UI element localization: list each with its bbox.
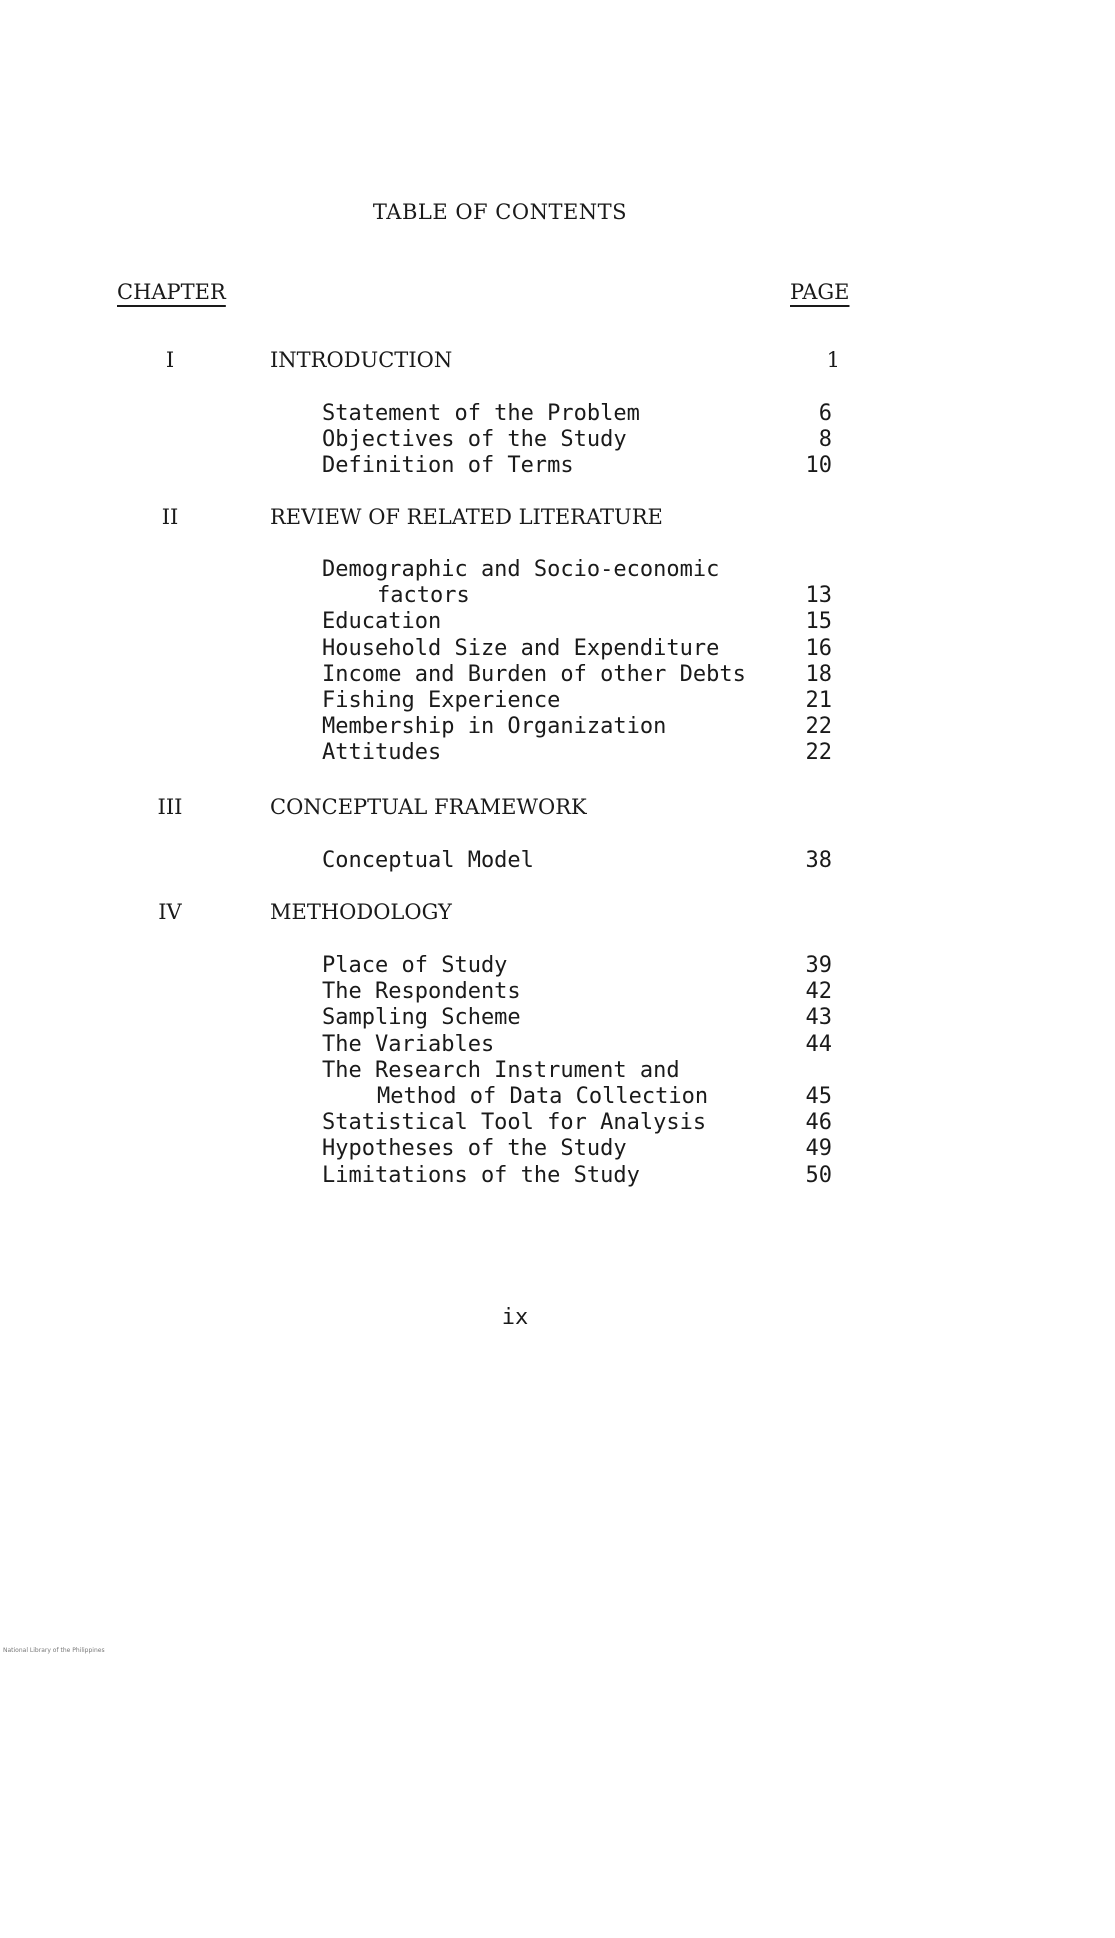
toc-entry-page: 13 [805, 583, 832, 609]
toc-entry-page: 43 [805, 1005, 832, 1031]
toc-entry-label: factors [377, 583, 470, 609]
chapter-row [0, 505, 1115, 535]
toc-entry [0, 426, 1115, 453]
toc-entry-page: 21 [805, 688, 832, 713]
toc-entry-page: 15 [805, 609, 832, 635]
chapter-title: METHODOLOGY [270, 900, 452, 924]
toc-entry [0, 556, 1115, 583]
toc-entry-label: Objectives of the Study [322, 427, 627, 453]
toc-entry [0, 582, 1115, 609]
toc-entry [0, 687, 1115, 714]
toc-entry [0, 847, 1115, 874]
toc-entry-label: Education [322, 609, 442, 635]
toc-entry-label: Attitudes [322, 740, 442, 766]
chapter-number: III [157, 795, 183, 819]
chapter-number: I [165, 348, 175, 372]
toc-entry [0, 978, 1115, 1005]
toc-entry-page: 44 [805, 1031, 832, 1057]
toc-entry-page: 39 [805, 953, 832, 978]
toc-entry-page: 42 [805, 979, 832, 1005]
toc-entry [0, 713, 1115, 740]
chapter-column-header: CHAPTER [117, 280, 226, 304]
toc-entry [0, 661, 1115, 688]
chapter-row [0, 348, 1115, 378]
toc-entry-label: The Research Instrument and [322, 1057, 680, 1083]
chapter-row [0, 795, 1115, 825]
toc-entry-page: 50 [805, 1162, 832, 1188]
page-column-header: PAGE [790, 280, 850, 304]
toc-entry-page: 45 [805, 1084, 832, 1109]
toc-entry [0, 1135, 1115, 1162]
toc-entry-label: Fishing Experience [322, 688, 561, 713]
toc-entry [0, 1004, 1115, 1031]
toc-entry-label: Statement of the Problem [322, 401, 640, 426]
toc-entry-page: 22 [805, 740, 832, 766]
toc-entry-label: Method of Data Collection [377, 1084, 709, 1109]
toc-entry-label: The Variables [322, 1031, 495, 1057]
toc-entry-label: The Respondents [322, 979, 521, 1005]
toc-entry-label: Demographic and Socio-economic [322, 557, 720, 582]
toc-entry [0, 1162, 1115, 1189]
toc-entry [0, 1109, 1115, 1136]
toc-entry [0, 608, 1115, 635]
toc-entry [0, 952, 1115, 979]
chapter-row [0, 900, 1115, 930]
toc-entry [0, 1083, 1115, 1110]
toc-entry [0, 1057, 1115, 1084]
toc-entry-page: 18 [805, 661, 832, 687]
toc-entry-label: Hypotheses of the Study [322, 1136, 627, 1162]
page-title: TABLE OF CONTENTS [372, 200, 628, 224]
toc-entry-label: Limitations of the Study [322, 1162, 640, 1188]
toc-entry-page: 10 [805, 453, 832, 479]
toc-entry-label: Definition of Terms [322, 453, 574, 479]
toc-entry-page: 8 [818, 427, 832, 453]
toc-entry [0, 739, 1115, 766]
toc-entry [0, 635, 1115, 662]
footer-text: National Library of the Philippines [3, 1647, 105, 1654]
chapter-number: IV [158, 900, 182, 924]
chapter-page: 1 [826, 348, 840, 372]
toc-entry [0, 452, 1115, 479]
toc-entry-label: Household Size and Expenditure [322, 635, 720, 661]
toc-entry-label: Membership in Organization [322, 714, 667, 740]
page-number: ix [501, 1305, 529, 1330]
toc-entry [0, 1031, 1115, 1058]
chapter-number: II [161, 505, 179, 529]
toc-entry-page: 16 [805, 635, 832, 661]
toc-entry-label: Place of Study [322, 953, 508, 978]
chapter-title: REVIEW OF RELATED LITERATURE [270, 505, 663, 529]
toc-entry-page: 46 [805, 1110, 832, 1136]
chapter-title: CONCEPTUAL FRAMEWORK [270, 795, 587, 819]
toc-entry-label: Income and Burden of other Debts [322, 661, 746, 687]
toc-entry-label: Conceptual Model [322, 848, 534, 873]
toc-entry-label: Sampling Scheme [322, 1005, 521, 1031]
toc-entry-page: 6 [818, 401, 832, 426]
toc-entry-page: 38 [805, 848, 832, 873]
toc-entry [0, 400, 1115, 427]
toc-entry-label: Statistical Tool for Analysis [322, 1110, 707, 1136]
toc-entry-page: 49 [805, 1136, 832, 1162]
chapter-title: INTRODUCTION [270, 348, 453, 372]
toc-entry-page: 22 [805, 714, 832, 740]
